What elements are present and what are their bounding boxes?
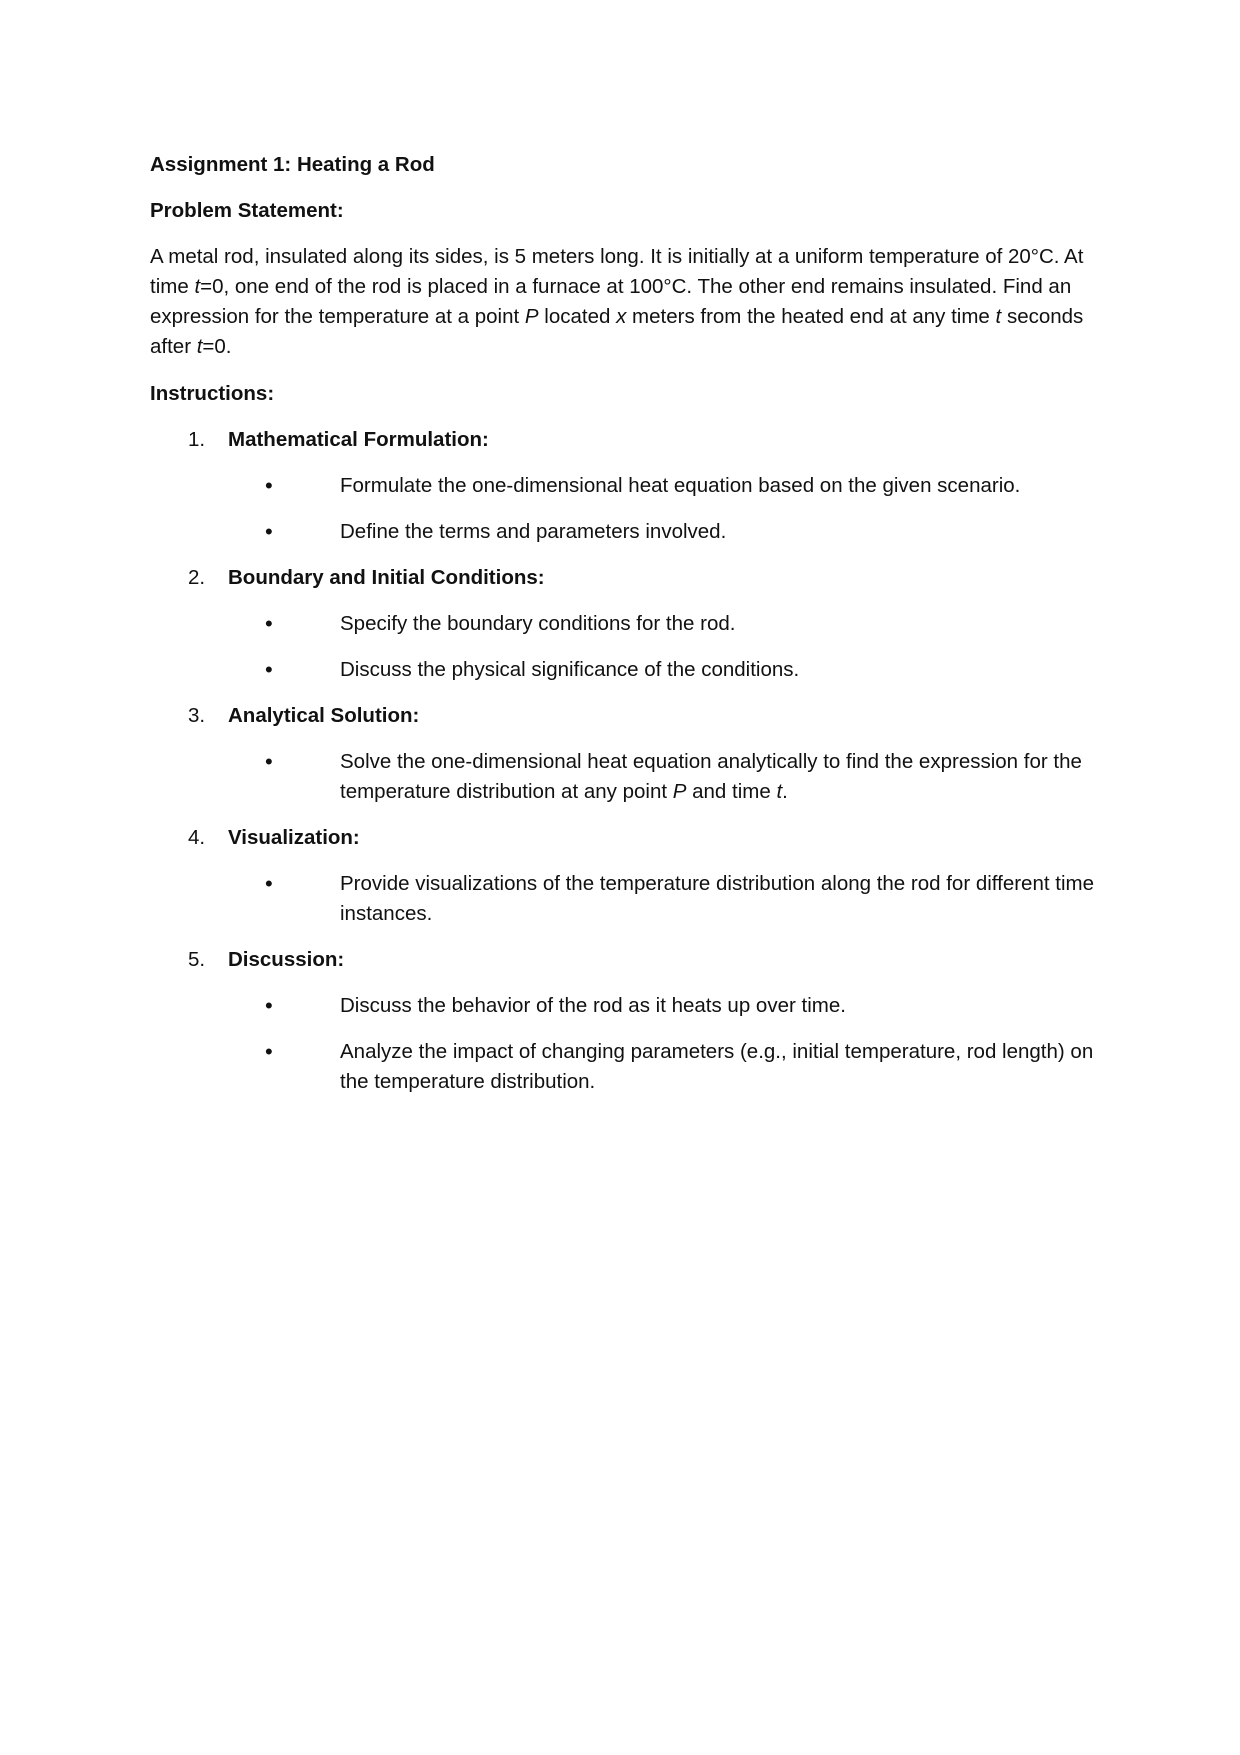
text-run: seconds after bbox=[150, 305, 1084, 358]
text-run: Solve the one-dimensional heat equation analytically to find the expression for the temperature distribution at any point bbox=[340, 750, 1082, 803]
text-run: x bbox=[616, 305, 627, 328]
bullet-list bbox=[150, 991, 1095, 1097]
step-number: 3. bbox=[188, 704, 206, 727]
text-run: located bbox=[538, 305, 617, 328]
instruction-step bbox=[150, 701, 1095, 807]
step-heading bbox=[150, 425, 1095, 455]
text-run: =0, one end of the rod is placed in a furnace at 100°C. The other end remains insulated. Find an expression for the temperature at a point bbox=[150, 275, 1072, 328]
step-number: 4. bbox=[188, 826, 206, 849]
bullet-dot-icon: • bbox=[265, 749, 273, 774]
bullet-item bbox=[150, 1037, 1095, 1097]
bullet-text bbox=[340, 991, 1095, 1021]
document-page bbox=[150, 150, 1095, 1113]
text-run: t bbox=[776, 780, 783, 803]
bullet-text bbox=[340, 517, 1095, 547]
step-heading bbox=[150, 945, 1095, 975]
assignment-title: Assignment 1: Heating a Rod bbox=[150, 153, 435, 176]
bullet-item bbox=[150, 655, 1095, 685]
step-number: 5. bbox=[188, 948, 206, 971]
bullet-list bbox=[150, 747, 1095, 807]
step-title: Boundary and Initial Conditions: bbox=[228, 566, 545, 589]
problem-statement-heading: Problem Statement: bbox=[150, 199, 344, 222]
bullet-text bbox=[340, 1037, 1095, 1097]
step-heading bbox=[150, 701, 1095, 731]
bullet-list bbox=[150, 869, 1095, 929]
text-run: Define the terms and parameters involved. bbox=[340, 520, 727, 543]
bullet-item bbox=[150, 517, 1095, 547]
instructions-list bbox=[150, 425, 1095, 1097]
bullet-text bbox=[340, 609, 1095, 639]
step-title: Visualization: bbox=[228, 826, 360, 849]
text-run: Specify the boundary conditions for the rod. bbox=[340, 612, 736, 635]
text-run: Formulate the one-dimensional heat equation based on the given scenario. bbox=[340, 474, 1021, 497]
text-run: Provide visualizations of the temperature distribution along the rod for different time instances. bbox=[340, 872, 1094, 925]
bullet-text bbox=[340, 471, 1095, 501]
bullet-item bbox=[150, 471, 1095, 501]
instructions-heading: Instructions: bbox=[150, 382, 275, 405]
text-run: t bbox=[194, 275, 201, 298]
instruction-step bbox=[150, 425, 1095, 547]
text-run: =0. bbox=[202, 335, 232, 358]
bullet-list bbox=[150, 471, 1095, 547]
bullet-list bbox=[150, 609, 1095, 685]
bullet-text bbox=[340, 655, 1095, 685]
text-run: A metal rod, insulated along its sides, is 5 meters long. It is initially at a uniform temperature of 20°C. At time bbox=[150, 245, 1084, 298]
text-run: Analyze the impact of changing parameters (e.g., initial temperature, rod length) on the temperature distribution. bbox=[340, 1040, 1094, 1093]
instruction-step bbox=[150, 563, 1095, 685]
bullet-item bbox=[150, 609, 1095, 639]
text-run: . bbox=[782, 780, 788, 803]
bullet-dot-icon: • bbox=[265, 1039, 273, 1064]
text-run: t bbox=[196, 335, 203, 358]
problem-statement-paragraph bbox=[150, 242, 1095, 362]
step-title: Mathematical Formulation: bbox=[228, 428, 489, 451]
bullet-dot-icon: • bbox=[265, 657, 273, 682]
step-number: 1. bbox=[188, 428, 206, 451]
step-title: Discussion: bbox=[228, 948, 345, 971]
text-run: t bbox=[995, 305, 1002, 328]
instruction-step bbox=[150, 945, 1095, 1097]
text-run: P bbox=[524, 305, 539, 328]
step-heading bbox=[150, 823, 1095, 853]
text-run: Discuss the physical significance of the conditions. bbox=[340, 658, 800, 681]
bullet-dot-icon: • bbox=[265, 611, 273, 636]
instruction-step bbox=[150, 823, 1095, 929]
bullet-dot-icon: • bbox=[265, 519, 273, 544]
text-run: Discuss the behavior of the rod as it heats up over time. bbox=[340, 994, 846, 1017]
step-title: Analytical Solution: bbox=[228, 704, 420, 727]
step-number: 2. bbox=[188, 566, 206, 589]
bullet-dot-icon: • bbox=[265, 871, 273, 896]
bullet-item bbox=[150, 747, 1095, 807]
text-run: meters from the heated end at any time bbox=[626, 305, 996, 328]
bullet-dot-icon: • bbox=[265, 473, 273, 498]
bullet-item bbox=[150, 991, 1095, 1021]
bullet-item bbox=[150, 869, 1095, 929]
bullet-dot-icon: • bbox=[265, 993, 273, 1018]
step-heading bbox=[150, 563, 1095, 593]
bullet-text bbox=[340, 869, 1095, 929]
bullet-text bbox=[340, 747, 1095, 807]
text-run: and time bbox=[686, 780, 777, 803]
text-run: P bbox=[672, 780, 687, 803]
